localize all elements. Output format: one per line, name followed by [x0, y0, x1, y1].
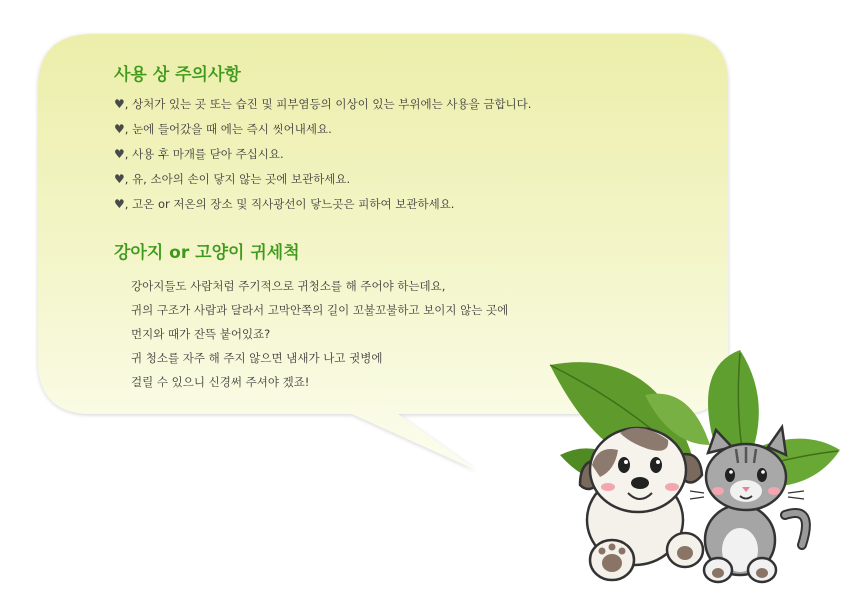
pets-illustration [540, 345, 850, 590]
notice-list [114, 92, 531, 217]
notice-item: ♥, 유, 소아의 손이 닿지 않는 곳에 보관하세요. [114, 172, 351, 186]
ear-care-title: 강아지 or 고양이 귀세척 [114, 243, 300, 263]
notice-item: ♥, 고온 or 저온의 장소 및 직사광선이 닿느곳은 피하여 보관하세요. [114, 197, 455, 211]
ear-care-paragraph [131, 274, 508, 394]
notice-item: ♥, 상처가 있는 곳 또는 습진 및 피부염등의 이상이 있는 부위에는 사용을 금합니다. [114, 97, 532, 111]
notice-item: ♥, 사용 후 마개를 닫아 주십시요. [114, 147, 284, 161]
paragraph-line: 귀 청소를 자주 해 주지 않으면 냄새가 나고 귓병에 [131, 351, 383, 365]
heart-icon: ♥ [114, 197, 125, 211]
heart-icon: ♥ [114, 122, 125, 136]
paragraph-line: 걸릴 수 있으니 신경써 주셔야 겠죠! [131, 375, 310, 389]
notice-item: ♥, 눈에 들어갔을 때 에는 즉시 씻어내세요. [114, 122, 332, 136]
notice-title: 사용 상 주의사항 [114, 65, 241, 85]
paragraph-line: 귀의 구조가 사람과 달라서 고막안쪽의 길이 꼬불꼬불하고 보이지 않는 곳에 [131, 303, 509, 317]
heart-icon: ♥ [114, 147, 125, 161]
paragraph-line: 먼지와 때가 잔뜩 붙어있죠? [131, 327, 271, 341]
paragraph-line: 강아지들도 사람처럼 주기적으로 귀청소를 해 주어야 하는데요, [131, 279, 446, 293]
heart-icon: ♥ [114, 172, 125, 186]
heart-icon: ♥ [114, 97, 125, 111]
